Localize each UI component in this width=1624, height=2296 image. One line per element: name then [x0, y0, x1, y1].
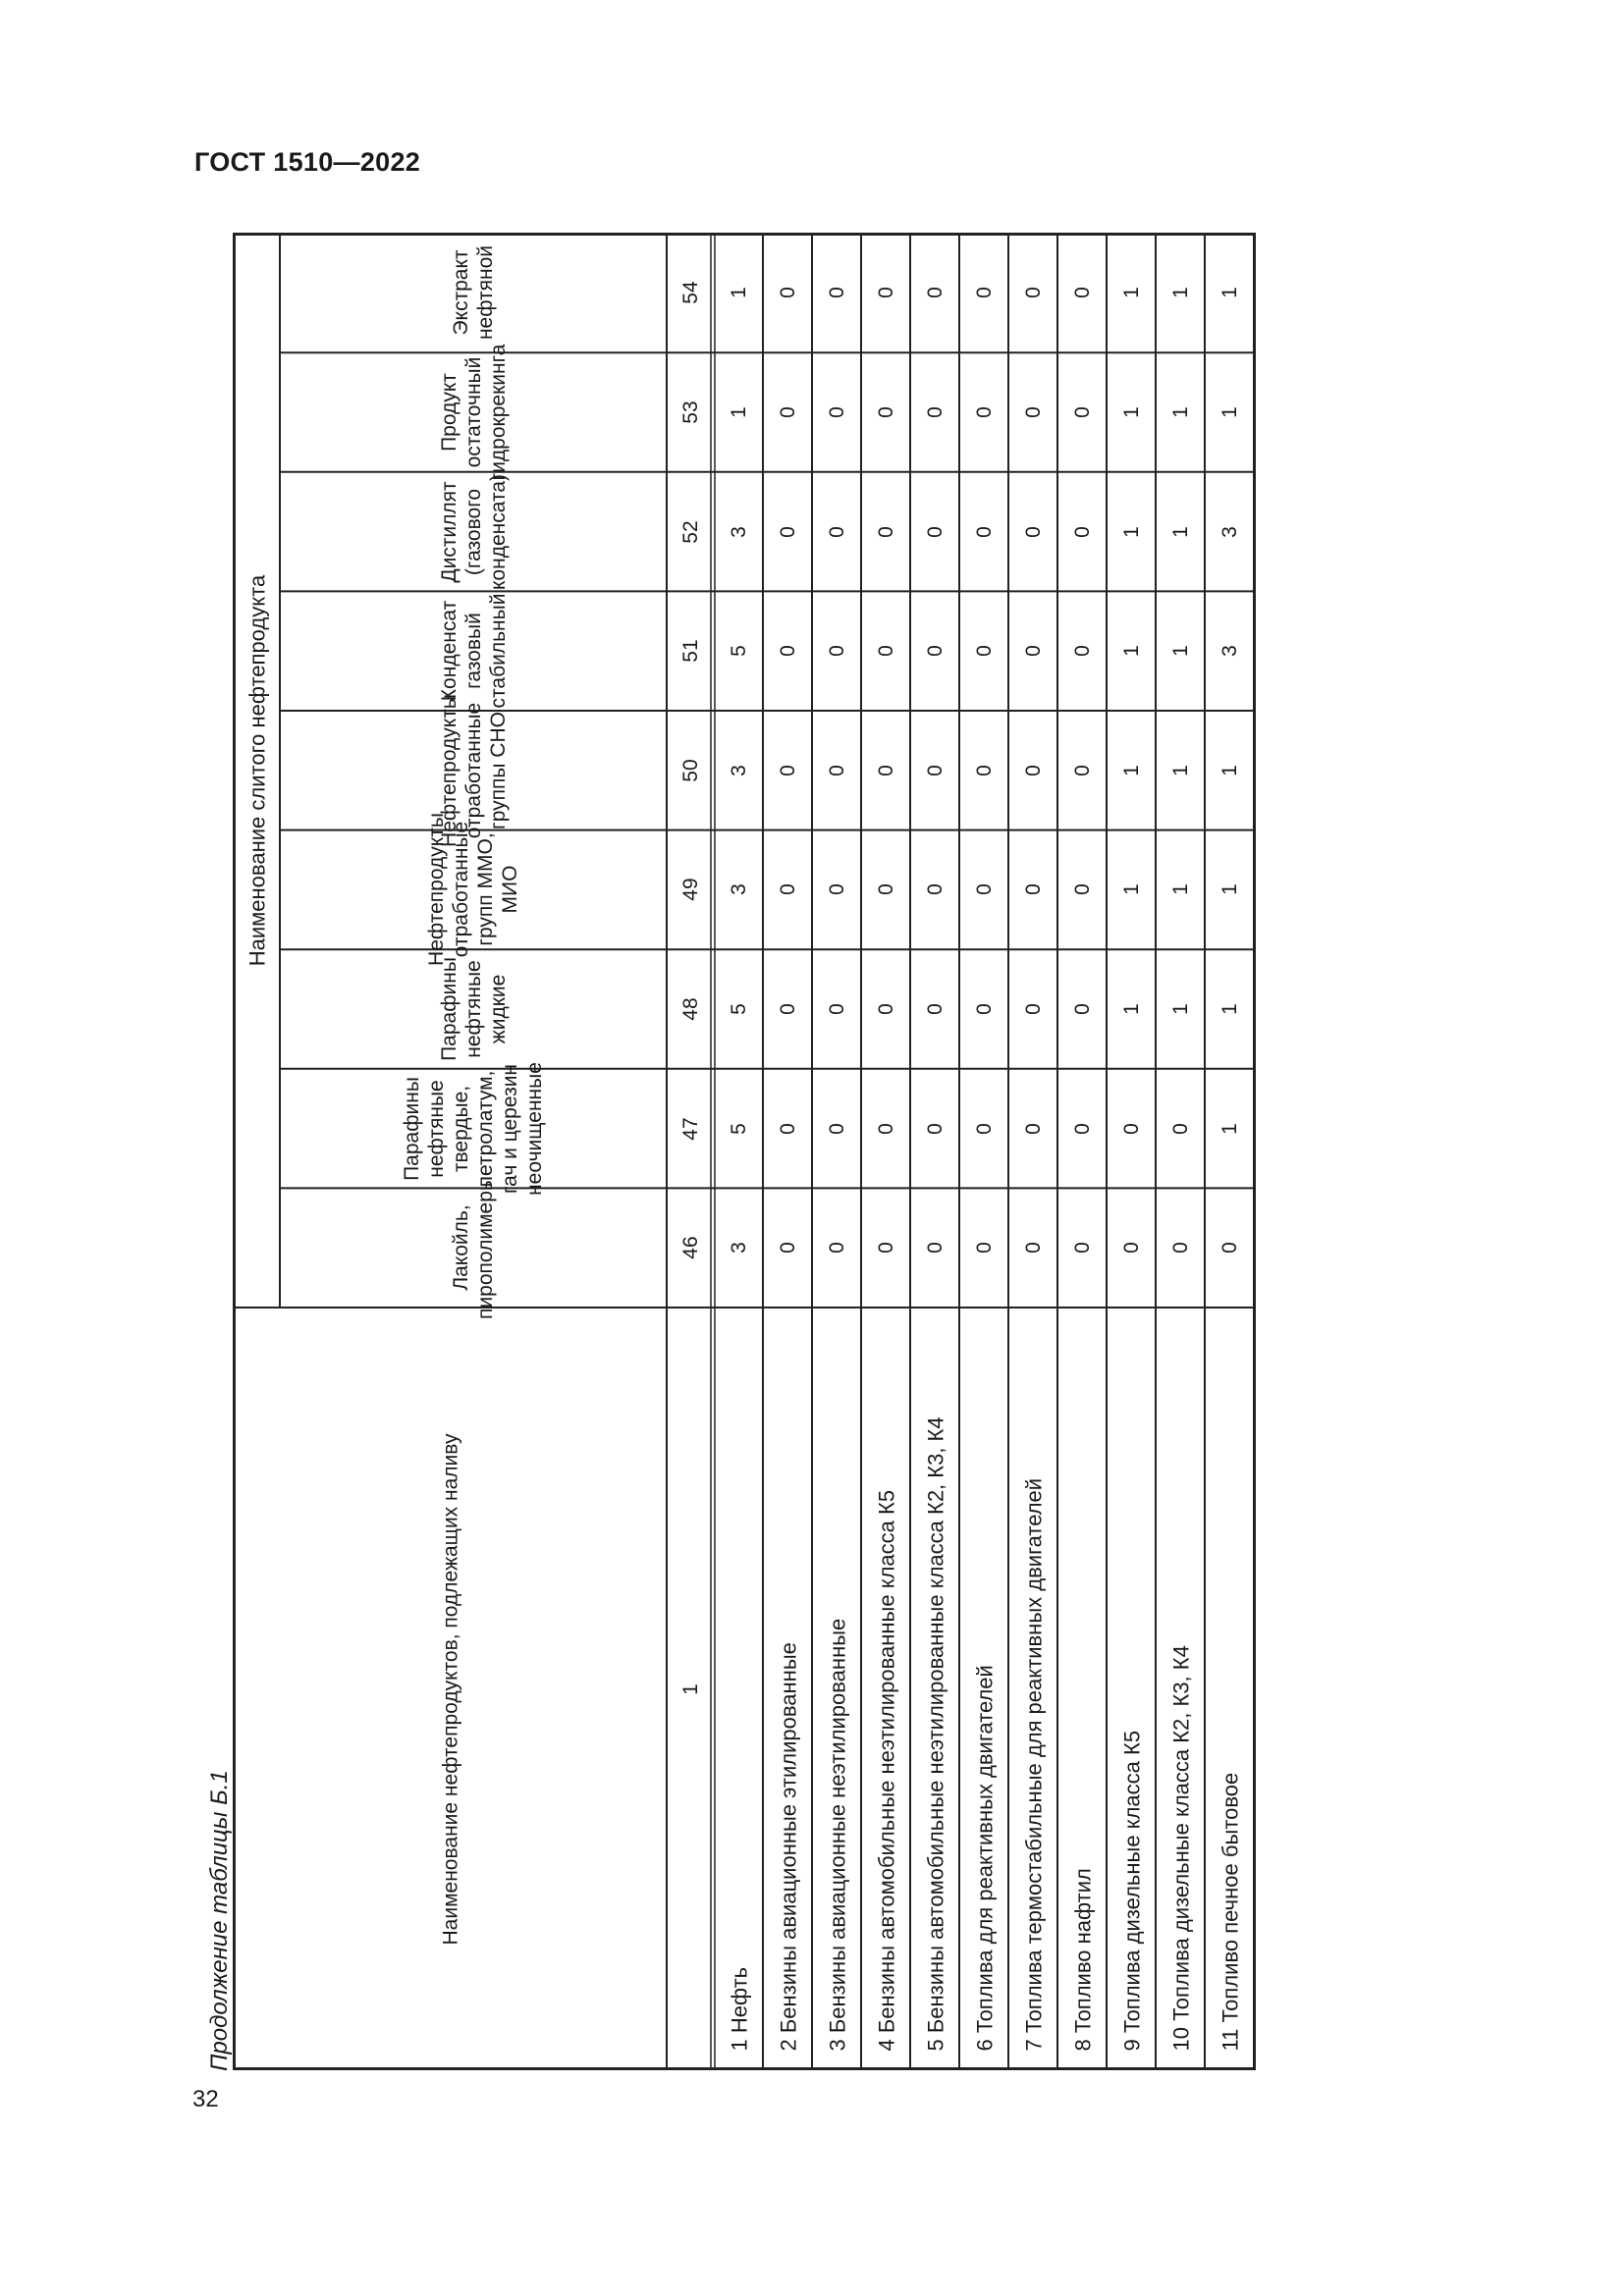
table-cell: 0	[874, 764, 897, 776]
table-cell: 0	[1070, 406, 1094, 418]
table-cell: 0	[776, 764, 799, 776]
column-number-51: 51	[678, 639, 702, 663]
table-cell: 1	[1119, 406, 1143, 418]
table-cell: 0	[825, 1003, 848, 1015]
table-cell: 0	[1218, 1242, 1241, 1255]
table-cell: 0	[1119, 1242, 1143, 1255]
table-cell: 0	[825, 1242, 848, 1255]
table-caption: Продолжение таблицы Б.1	[206, 1770, 233, 2071]
table-row-label: 7 Топлива термостабильные для реактивных двигателей	[1020, 1477, 1046, 2051]
table-cell: 1	[1218, 1122, 1241, 1135]
table-cell: 5	[727, 1122, 750, 1135]
column-header-47: Парафины нефтяные твердые, петролатум, гач и церезин неочищенные	[400, 1061, 546, 1196]
table-cell: 1	[1218, 1003, 1241, 1015]
table-cell: 0	[1021, 287, 1045, 299]
table-cell: 0	[1070, 1242, 1094, 1255]
row-header-number: 1	[678, 1682, 702, 1695]
table-row-label: 1 Нефть	[726, 1966, 751, 2051]
table-cell: 0	[825, 645, 848, 658]
table-cell: 0	[1168, 1122, 1192, 1135]
table-row-label: 2 Бензины авиационные этилированные	[775, 1641, 800, 2051]
table-cell: 0	[874, 1122, 897, 1135]
column-number-47: 47	[678, 1116, 702, 1141]
table-cell: 0	[776, 645, 799, 658]
column-header-52: Дистиллят (газового конденсата)	[437, 473, 510, 590]
table-cell: 0	[1021, 525, 1045, 538]
table-cell: 0	[825, 406, 848, 418]
table-cell: 0	[1070, 645, 1094, 658]
table-cell: 0	[1070, 287, 1094, 299]
table-cell: 0	[874, 883, 897, 896]
table-cell: 1	[1168, 764, 1192, 776]
table-cell: 0	[923, 406, 947, 418]
column-header-51: Конденсат газовый стабильный	[437, 593, 510, 709]
table-cell: 1	[1119, 1003, 1143, 1015]
table-cell: 1	[1119, 883, 1143, 896]
table-cell: 0	[972, 287, 996, 299]
table-cell: 0	[776, 1003, 799, 1015]
column-number-53: 53	[678, 400, 702, 424]
table-cell: 1	[1168, 287, 1192, 299]
table-cell: 0	[1021, 1122, 1045, 1135]
compatibility-table	[233, 233, 1256, 2070]
table-cell: 1	[1119, 645, 1143, 658]
row-header-title: Наименование нефтепродуктов, подлежащих наливу	[438, 1433, 461, 1945]
table-cell: 1	[1119, 764, 1143, 776]
document-header: ГОСТ 1510—2022	[194, 147, 421, 177]
table-row-label: 11 Топливо печное бытовое	[1217, 1772, 1242, 2051]
table-cell: 5	[727, 645, 750, 658]
table-cell: 3	[1218, 525, 1241, 538]
table-cell: 0	[825, 883, 848, 896]
group-header: Наименование слитого нефтепродукта	[244, 574, 269, 966]
table-cell: 1	[727, 406, 750, 418]
table-cell: 0	[972, 525, 996, 538]
column-number-46: 46	[678, 1236, 702, 1259]
table-cell: 3	[727, 1242, 750, 1255]
table-row-label: 3 Бензины авиационные неэтилированные	[824, 1618, 849, 2051]
column-header-48: Парафины нефтяные жидкие	[437, 957, 510, 1061]
table-row-label: 9 Топлива дизельные класса К5	[1118, 1730, 1144, 2051]
table-cell: 0	[874, 645, 897, 658]
column-header-50: Нефтепродукты отработанные группы СНО	[437, 693, 510, 847]
table-cell: 0	[923, 1003, 947, 1015]
table-cell: 0	[972, 1122, 996, 1135]
table-cell: 1	[1218, 883, 1241, 896]
table-cell: 0	[1021, 1003, 1045, 1015]
table-cell: 0	[923, 883, 947, 896]
table-row-label: 6 Топлива для реактивных двигателей	[971, 1664, 997, 2051]
table-cell: 1	[1218, 406, 1241, 418]
table-cell: 1	[1168, 1003, 1192, 1015]
table-cell: 0	[1021, 406, 1045, 418]
table-cell: 3	[1218, 645, 1241, 658]
table-cell: 1	[1218, 764, 1241, 776]
column-number-54: 54	[678, 281, 702, 305]
table-row-label: 4 Бензины автомобильные неэтилированные класса К5	[873, 1489, 898, 2051]
column-number-52: 52	[678, 519, 702, 544]
table-cell: 0	[923, 525, 947, 538]
table-cell: 0	[1021, 883, 1045, 896]
table-cell: 0	[972, 1003, 996, 1015]
column-number-48: 48	[678, 997, 702, 1021]
table-cell: 0	[923, 1242, 947, 1255]
table-cell: 0	[1021, 1242, 1045, 1255]
table-cell: 0	[874, 1242, 897, 1255]
table-cell: 0	[972, 645, 996, 658]
table-cell: 3	[727, 525, 750, 538]
table-cell: 0	[923, 1122, 947, 1135]
table-cell: 1	[1119, 525, 1143, 538]
table-cell: 0	[1119, 1122, 1143, 1135]
table-cell: 3	[727, 883, 750, 896]
table-cell: 0	[923, 287, 947, 299]
column-header-49: Нефтепродукты отработанные групп ММО, МИО	[424, 813, 521, 967]
column-number-49: 49	[678, 878, 702, 902]
table-cell: 1	[1218, 287, 1241, 299]
table-cell: 0	[972, 764, 996, 776]
table-cell: 0	[776, 1122, 799, 1135]
column-header-54: Экстракт нефтяной	[449, 245, 497, 341]
table-cell: 0	[776, 1242, 799, 1255]
table-cell: 0	[776, 287, 799, 299]
table-cell: 0	[972, 406, 996, 418]
table-cell: 5	[727, 1003, 750, 1015]
table-cell: 1	[727, 287, 750, 299]
table-cell: 0	[874, 1003, 897, 1015]
table-cell: 0	[874, 525, 897, 538]
table-cell: 0	[874, 406, 897, 418]
column-header-53: Продукт остаточный гидрокрекинга	[437, 344, 510, 481]
page-number: 32	[192, 2086, 219, 2112]
table-cell: 1	[1168, 883, 1192, 896]
table-cell: 0	[1021, 764, 1045, 776]
table-cell: 0	[1070, 883, 1094, 896]
table-cell: 0	[776, 406, 799, 418]
table-cell: 1	[1168, 525, 1192, 538]
table-row-label: 5 Бензины автомобильные неэтилированные класса К2, К3, К4	[922, 1415, 947, 2051]
table-cell: 0	[776, 525, 799, 538]
table-cell: 0	[972, 1242, 996, 1255]
table-cell: 0	[923, 645, 947, 658]
table-row-label: 8 Топливо нафтил	[1069, 1867, 1095, 2051]
table-row-label: 10 Топлива дизельные класса К2, К3, К4	[1167, 1644, 1193, 2051]
table-cell: 0	[825, 1122, 848, 1135]
table-cell: 3	[727, 764, 750, 776]
column-number-50: 50	[678, 759, 702, 782]
table-cell: 1	[1168, 406, 1192, 418]
table-cell: 0	[972, 883, 996, 896]
table-cell: 0	[874, 287, 897, 299]
table-cell: 0	[1021, 645, 1045, 658]
table-cell: 0	[1070, 1003, 1094, 1015]
table-cell: 0	[1168, 1242, 1192, 1255]
column-header-46: Лакойль, пирополимеры	[449, 1176, 497, 1320]
table-cell: 0	[1070, 764, 1094, 776]
table-cell: 0	[825, 287, 848, 299]
table-cell: 0	[825, 525, 848, 538]
table-cell: 0	[776, 883, 799, 896]
table-cell: 0	[825, 764, 848, 776]
table-cell: 1	[1119, 287, 1143, 299]
table-cell: 0	[923, 764, 947, 776]
table-cell: 0	[1070, 525, 1094, 538]
table-cell: 0	[1070, 1122, 1094, 1135]
table-cell: 1	[1168, 645, 1192, 658]
